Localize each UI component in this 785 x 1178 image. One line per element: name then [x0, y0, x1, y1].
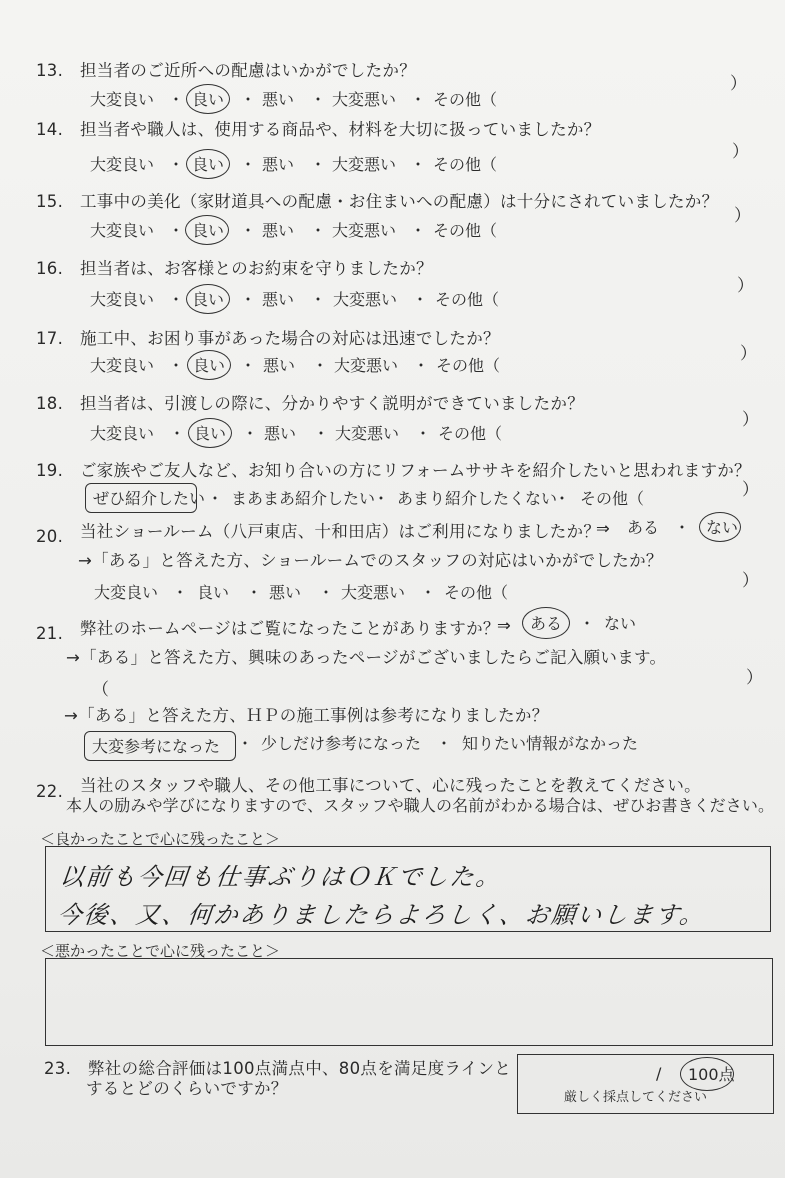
question-number: 17.	[36, 329, 64, 348]
question-text: 当社のスタッフや職人、その他工事について、心に残ったことを教えてください。	[80, 776, 701, 795]
separator: ・	[207, 489, 224, 508]
option-bad[interactable]: 悪い	[264, 424, 297, 443]
separator: ・	[415, 424, 432, 443]
separator: ・	[169, 424, 186, 443]
close-paren: ）	[737, 276, 754, 296]
question-number: 20.	[36, 527, 64, 546]
separator: ・	[168, 90, 185, 109]
separator: ・	[373, 489, 390, 508]
question-number: 21.	[36, 624, 64, 643]
separator: ・	[579, 614, 596, 633]
option-very-bad[interactable]: 大変悪い	[334, 356, 399, 375]
question-number: 18.	[36, 394, 64, 413]
option-not-helpful[interactable]: 知りたい情報がなかった	[462, 734, 639, 753]
question-number: 23.	[44, 1059, 72, 1078]
open-paren: （	[92, 680, 109, 700]
option-good[interactable]: 良い	[192, 221, 225, 240]
separator: ・	[242, 424, 259, 443]
good-section-label: ＜良かったことで心に残ったこと＞	[40, 830, 281, 848]
question-text: 弊社の総合評価は100点満点中、80点を満足度ラインと	[88, 1059, 512, 1078]
option-not-really-recommend[interactable]: あまり紹介したくない	[397, 489, 558, 508]
option-bad[interactable]: 悪い	[263, 356, 296, 375]
question-text: ご家族やご友人など、お知り合いの方にリフォームササキを紹介したいと思われますか？	[80, 461, 751, 480]
answer-circle	[186, 149, 230, 179]
handwritten-line-2: 今後、又、何かありましたらよろしく、お願いします。	[56, 901, 707, 929]
handwritten-line-1: 以前も今回も仕事ぶりはＯＫでした。	[58, 863, 504, 891]
question-number: 19.	[36, 461, 64, 480]
separator: ・	[240, 221, 257, 240]
option-very-good[interactable]: 大変良い	[90, 290, 155, 309]
score-note: 厳しく採点してください	[564, 1090, 708, 1105]
option-definitely-recommend[interactable]: ぜひ紹介したい	[93, 489, 206, 508]
option-very-bad[interactable]: 大変悪い	[332, 221, 397, 240]
option-bad[interactable]: 悪い	[262, 90, 295, 109]
option-good[interactable]: 良い	[192, 155, 225, 174]
separator: ・	[312, 356, 329, 375]
option-other[interactable]: その他（	[580, 489, 645, 508]
option-good[interactable]: 良い	[193, 356, 226, 375]
option-other[interactable]: その他（	[436, 356, 501, 375]
option-bad[interactable]: 悪い	[262, 221, 295, 240]
separator: ・	[318, 583, 335, 602]
option-bad[interactable]: 悪い	[262, 290, 295, 309]
answer-circle	[680, 1057, 734, 1091]
separator: ・	[413, 356, 430, 375]
answer-circle	[699, 512, 741, 542]
separator: ・	[240, 155, 257, 174]
option-bad[interactable]: 悪い	[262, 155, 295, 174]
close-paren: ）	[732, 142, 749, 162]
close-paren: ）	[734, 206, 751, 226]
question-text: 担当者は、引渡しの際に、分かりやすく説明ができていましたか？	[80, 394, 584, 413]
separator: ・	[310, 90, 327, 109]
option-very-bad[interactable]: 大変悪い	[332, 155, 397, 174]
separator: ・	[246, 583, 263, 602]
separator: ・	[168, 155, 185, 174]
separator: ・	[436, 734, 453, 753]
close-paren: ）	[746, 668, 763, 688]
question-text-line2: 本人の励みや学びになりますので、スタッフや職人の名前がわかる場合は、ぜひお書きください。	[66, 796, 775, 815]
separator: ・	[420, 583, 437, 602]
separator: ・	[168, 290, 185, 309]
option-very-good[interactable]: 大変良い	[90, 424, 155, 443]
slash: /	[656, 1064, 662, 1083]
option-very-bad[interactable]: 大変悪い	[332, 90, 397, 109]
separator: ・	[410, 90, 427, 109]
question-text: 施工中、お困り事があった場合の対応は迅速でしたか？	[80, 329, 500, 348]
answer-circle	[187, 350, 231, 380]
option-very-good[interactable]: 大変良い	[90, 155, 155, 174]
answer-circle	[522, 607, 570, 639]
option-no[interactable]: ない	[604, 614, 637, 633]
option-good[interactable]: 良い	[192, 90, 225, 109]
close-paren: ）	[740, 344, 757, 364]
question-text: 担当者や職人は、使用する商品や、材料を大切に扱っていましたか？	[80, 120, 601, 139]
option-bad[interactable]: 悪い	[269, 583, 302, 602]
option-somewhat-recommend[interactable]: まあまあ紹介したい	[231, 489, 376, 508]
separator: ・	[554, 489, 571, 508]
option-no[interactable]: ない	[706, 518, 739, 537]
question-number: 22.	[36, 782, 64, 801]
question-text: 担当者のご近所への配慮はいかがでしたか？	[80, 61, 416, 80]
separator: ・	[412, 290, 429, 309]
separator: ・	[313, 424, 330, 443]
answer-circle	[186, 84, 230, 114]
option-other[interactable]: その他（	[433, 221, 498, 240]
separator: ・	[240, 290, 257, 309]
option-very-bad[interactable]: 大変悪い	[333, 290, 398, 309]
separator: ・	[310, 290, 327, 309]
close-paren: ）	[742, 571, 759, 591]
sub-question: →「ある」と答えた方、ショールームでのスタッフの対応はいかがでしたか？	[78, 551, 663, 570]
question-number: 13.	[36, 61, 64, 80]
separator: ・	[410, 221, 427, 240]
separator: ・	[240, 356, 257, 375]
option-very-bad[interactable]: 大変悪い	[341, 583, 406, 602]
score-value: 100点	[688, 1065, 735, 1084]
answer-circle	[185, 215, 229, 245]
option-other[interactable]: その他（	[444, 583, 509, 602]
option-good[interactable]: 良い	[192, 290, 225, 309]
bad-section-label: ＜悪かったことで心に残ったこと＞	[40, 942, 281, 960]
separator: ・	[240, 90, 257, 109]
option-very-helpful[interactable]: 大変参考になった	[92, 737, 221, 756]
separator: ・	[172, 583, 189, 602]
question-number: 14.	[36, 120, 64, 139]
question-text-line2: するとどのくらいですか？	[86, 1079, 288, 1098]
close-paren: ）	[742, 410, 759, 430]
separator: ・	[674, 518, 691, 537]
sub-question: →「ある」と答えた方、興味のあったページがございましたらご記入願います。	[66, 648, 667, 667]
question-text: 当社ショールーム（八戸東店、十和田店）はご利用になりましたか？	[80, 522, 601, 541]
question-text: 担当者は、お客様とのお約束を守りましたか？	[80, 259, 433, 278]
option-somewhat-helpful[interactable]: 少しだけ参考になった	[261, 734, 422, 753]
option-yes[interactable]: ある	[627, 518, 660, 537]
close-paren: ）	[742, 480, 759, 500]
score-box[interactable]	[517, 1054, 774, 1114]
option-other[interactable]: その他（	[433, 90, 498, 109]
separator: ・	[310, 155, 327, 174]
option-very-good[interactable]: 大変良い	[94, 583, 159, 602]
arrow-icon: ⇒	[596, 519, 611, 538]
arrow-icon: ⇒	[497, 616, 512, 635]
option-good[interactable]: 良い	[194, 424, 227, 443]
option-other[interactable]: その他（	[435, 290, 500, 309]
separator: ・	[168, 356, 185, 375]
separator: ・	[310, 221, 327, 240]
separator: ・	[237, 734, 254, 753]
sub-question: →「ある」と答えた方、ＨＰの施工事例は参考になりましたか？	[64, 706, 549, 725]
answer-box-mark	[84, 731, 236, 761]
option-yes[interactable]: ある	[530, 614, 563, 633]
option-very-bad[interactable]: 大変悪い	[335, 424, 400, 443]
option-very-good[interactable]: 大変良い	[90, 356, 155, 375]
option-other[interactable]: その他（	[433, 155, 498, 174]
separator: ・	[410, 155, 427, 174]
option-very-good[interactable]: 大変良い	[90, 90, 155, 109]
question-number: 15.	[36, 192, 64, 211]
question-text: 工事中の美化（家財道具への配慮・お住まいへの配慮）は十分にされていましたか？	[80, 192, 719, 211]
option-other[interactable]: その他（	[438, 424, 503, 443]
close-paren: ）	[730, 74, 747, 94]
question-number: 16.	[36, 259, 64, 278]
answer-box-mark	[85, 483, 197, 513]
option-very-good[interactable]: 大変良い	[90, 221, 155, 240]
answer-circle	[186, 284, 230, 314]
good-comment-box[interactable]	[45, 846, 771, 932]
separator: ・	[168, 221, 185, 240]
answer-circle	[188, 418, 232, 448]
bad-comment-box[interactable]	[45, 958, 773, 1046]
option-good[interactable]: 良い	[197, 583, 230, 602]
question-text: 弊社のホームページはご覧になったことがありますか？	[80, 619, 500, 638]
